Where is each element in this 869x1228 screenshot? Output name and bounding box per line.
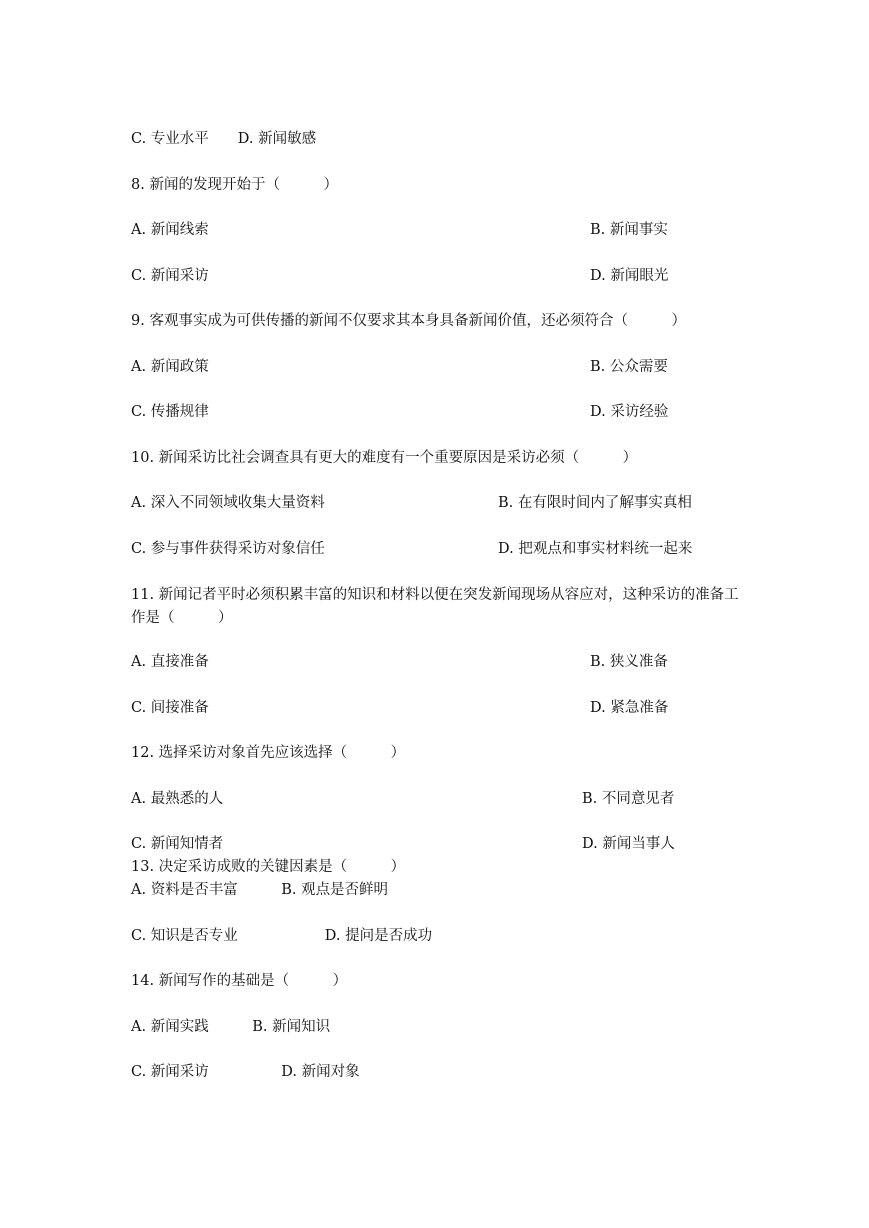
option-line-7cd: C. 专业水平 D. 新闻敏感 — [131, 131, 317, 147]
option-13ab: A. 资料是否丰富 B. 观点是否鲜明 — [131, 882, 389, 898]
option-12a: A. 最熟悉的人 — [131, 791, 224, 807]
question-10: 10. 新闻采访比社会调查具有更大的难度有一个重要原因是采访必须（ ） — [131, 450, 638, 466]
option-14cd: C. 新闻采访 D. 新闻对象 — [131, 1064, 360, 1080]
option-9c: C. 传播规律 — [131, 404, 209, 420]
option-8c: C. 新闻采访 — [131, 268, 209, 284]
option-11a: A. 直接准备 — [131, 654, 209, 670]
option-9d: D. 采访经验 — [590, 404, 669, 420]
option-12d: D. 新闻当事人 — [582, 836, 675, 852]
option-11c: C. 间接准备 — [131, 700, 209, 716]
option-14ab: A. 新闻实践 B. 新闻知识 — [131, 1019, 331, 1035]
option-8d: D. 新闻眼光 — [590, 268, 669, 284]
option-11b: B. 狭义准备 — [590, 654, 668, 670]
option-8a: A. 新闻线索 — [131, 222, 209, 238]
option-10a: A. 深入不同领域收集大量资料 — [131, 495, 325, 511]
option-9b: B. 公众需要 — [590, 359, 668, 375]
option-13cd: C. 知识是否专业 D. 提问是否成功 — [131, 928, 433, 944]
question-14: 14. 新闻写作的基础是（ ） — [131, 973, 348, 989]
option-8b: B. 新闻事实 — [590, 222, 668, 238]
option-10c: C. 参与事件获得采访对象信任 — [131, 541, 325, 557]
option-12b: B. 不同意见者 — [582, 791, 675, 807]
option-10b: B. 在有限时间内了解事实真相 — [498, 495, 692, 511]
option-11d: D. 紧急准备 — [590, 700, 669, 716]
question-8: 8. 新闻的发现开始于（ ） — [131, 177, 338, 193]
option-10d: D. 把观点和事实材料统一起来 — [498, 541, 693, 557]
option-12c: C. 新闻知情者 — [131, 836, 224, 852]
question-9: 9. 客观事实成为可供传播的新闻不仅要求其本身具备新闻价值，还必须符合（ ） — [131, 313, 686, 329]
question-11: 11. 新闻记者平时必须积累丰富的知识和材料以便在突发新闻现场从容应对，这种采访的准备工作是（ ） — [131, 587, 739, 626]
option-9a: A. 新闻政策 — [131, 359, 209, 375]
question-12: 12. 选择采访对象首先应该选择（ ） — [131, 745, 406, 761]
question-13: 13. 决定采访成败的关键因素是（ ） — [131, 859, 406, 875]
